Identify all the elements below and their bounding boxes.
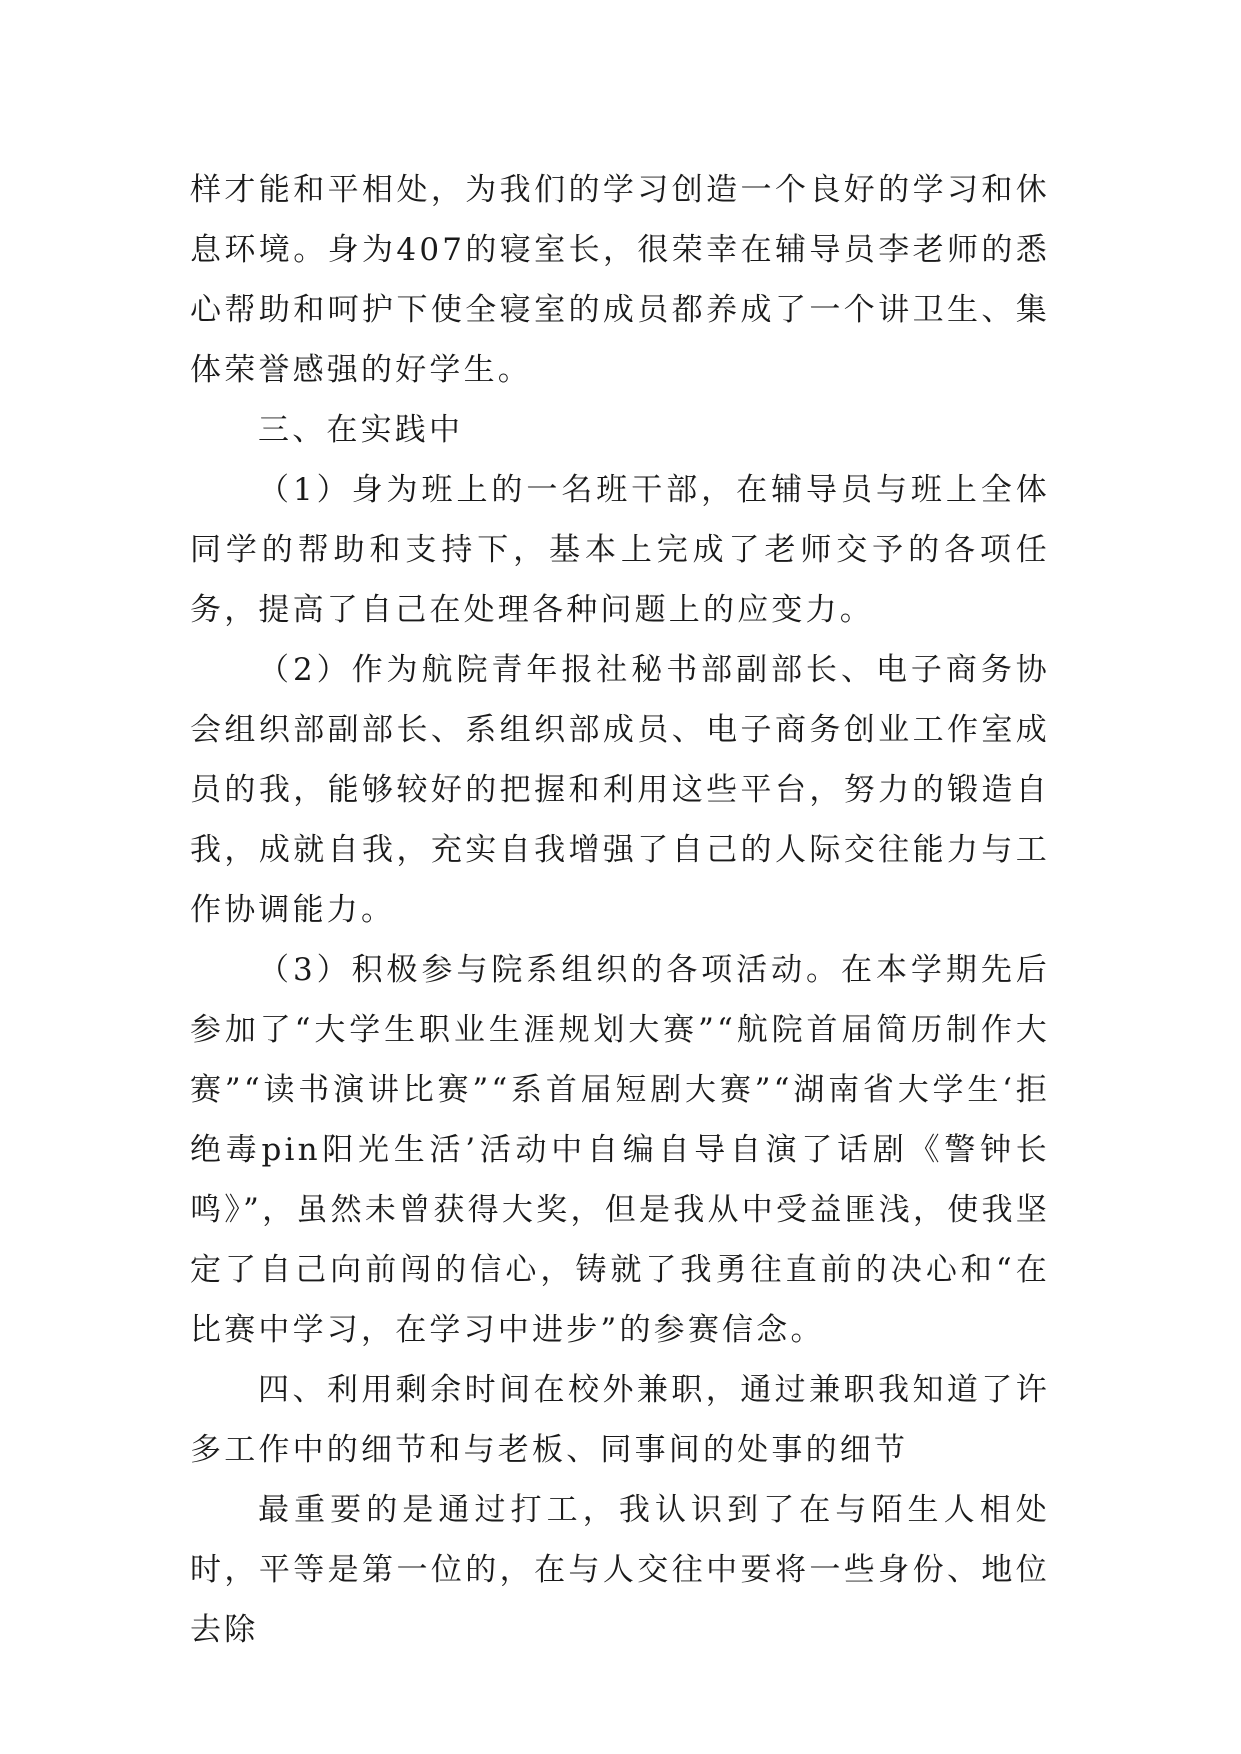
paragraph-conclusion: 最重要的是通过打工，我认识到了在与陌生人相处时，平等是第一位的，在与人交往中要将一些身份、地位去除	[190, 1492, 1050, 1648]
paragraph-continuation: 样才能和平相处，为我们的学习创造一个良好的学习和休息环境。身为407的寝室长，很荣幸在辅导员李老师的悉心帮助和呵护下使全寝室的成员都养成了一个讲卫生、集体荣誉感强的好学生。	[190, 172, 1050, 388]
paragraph-item-3: （3）积极参与院系组织的各项活动。在本学期先后参加了“大学生职业生涯规划大赛”“航院首届简历制作大赛”“读书演讲比赛”“系首届短剧大赛”“湖南省大学生‘拒绝毒pin阳光生活’活动中自编自导自演了话剧《警钟长鸣》”，虽然未曾获得大奖，但是我从中受益匪浅，使我坚定了自己向前闯的信心，铸就了我勇往直前的决心和“在比赛中学习，在学习中进步”的参赛信念。	[190, 952, 1050, 1348]
paragraph-item-2: （2）作为航院青年报社秘书部副部长、电子商务协会组织部副部长、系组织部成员、电子商务创业工作室成员的我，能够较好的把握和利用这些平台，努力的锻造自我，成就自我，充实自我增强了自己的人际交往能力与工作协调能力。	[190, 652, 1050, 928]
section-heading-part-time: 四、利用剩余时间在校外兼职，通过兼职我知道了许多工作中的细节和与老板、同事间的处事的细节	[190, 1372, 1050, 1468]
paragraph-item-1: （1）身为班上的一名班干部，在辅导员与班上全体同学的帮助和支持下，基本上完成了老师交予的各项任务，提高了自己在处理各种问题上的应变力。	[190, 472, 1050, 628]
section-heading-practice: 三、在实践中	[258, 412, 464, 448]
document-body	[190, 160, 1050, 1660]
